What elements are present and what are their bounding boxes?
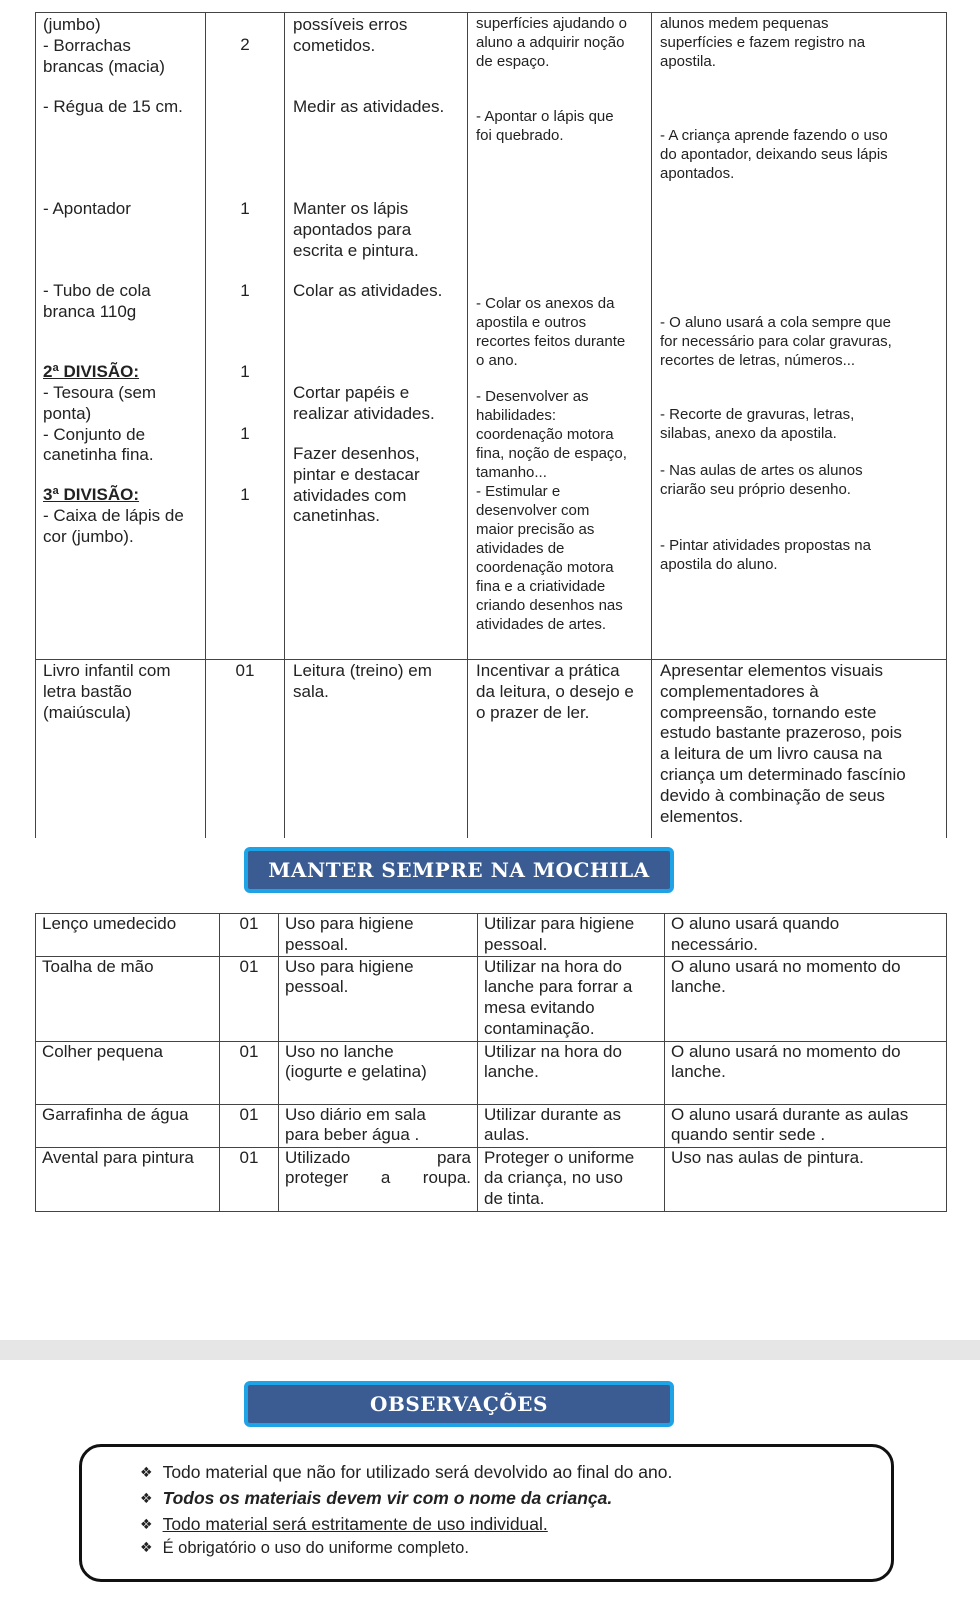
- division-heading: 2ª DIVISÃO:: [43, 362, 140, 381]
- item-name: Toalha de mão: [36, 956, 220, 1041]
- item-qty: 01: [220, 1104, 279, 1147]
- cell-observation: [652, 13, 947, 660]
- table-row: [36, 914, 947, 957]
- division-heading: 3ª DIVISÃO:: [43, 485, 140, 504]
- purpose-text: Medir as atividades.: [293, 97, 445, 116]
- section-banner-mochila: MANTER SEMPRE NA MOCHILA: [244, 847, 674, 893]
- table-row: [36, 1104, 947, 1147]
- material-text: (jumbo) - Borrachas brancas (macia): [43, 15, 165, 76]
- item-observation: Uso nas aulas de pintura.: [665, 1147, 947, 1211]
- item-qty: 01: [220, 914, 279, 957]
- observation-text: Todo material que não for utilizado será devolvido ao final do ano.: [162, 1462, 673, 1482]
- item-objective: Utilizar durante as aulas.: [478, 1104, 665, 1147]
- diamond-bullet-icon: ❖: [140, 1464, 153, 1480]
- item-observation: O aluno usará quando necessário.: [665, 914, 947, 957]
- material-text: - Tesoura (sem ponta) - Conjunto de canetinha fina.: [43, 383, 157, 465]
- observation-item: [140, 1461, 672, 1484]
- item-name: Garrafinha de água: [36, 1104, 220, 1147]
- quantity: 1: [240, 362, 250, 381]
- cell-material: [36, 660, 206, 839]
- purpose-text: possíveis erros cometidos.: [293, 15, 408, 55]
- objective-text: - Desenvolver as habilidades: coordenação motora fina, noção de espaço, tamanho... - Estimular e desenvolver com maior precisão as atividades de coordenação motora fina e a criatividade criando desenhos nas atividades de artes.: [476, 388, 627, 633]
- observation-text: alunos medem pequenas superfícies e fazem registro na apostila.: [660, 15, 866, 70]
- observation-text: Apresentar elementos visuais complementadores à compreensão, tornando este estudo bastante prazeroso, pois a leitura de um livro causa na criança um determinado fascínio devido à combinação de seus elementos.: [660, 661, 906, 826]
- cell-quantity: [206, 660, 285, 839]
- observation-text: Todo material será estritamente de uso individual.: [162, 1514, 548, 1534]
- quantity: 1: [240, 485, 250, 504]
- item-qty: 01: [220, 956, 279, 1041]
- quantity: 1: [240, 424, 250, 443]
- observation-text: - O aluno usará a cola sempre que for necessário para colar gravuras, recortes de letras, números...: [660, 314, 892, 369]
- observation-text: - Nas aulas de artes os alunos criarão seu próprio desenho.: [660, 462, 863, 498]
- cell-objective: [468, 13, 652, 660]
- materials-table: [35, 12, 947, 838]
- item-use: Uso diário em sala para beber água .: [279, 1104, 478, 1147]
- observation-text: - Recorte de gravuras, letras, silabas, anexo da apostila.: [660, 406, 855, 442]
- item-use-text: Utilizado para proteger a roupa.: [285, 1147, 471, 1188]
- item-name: Lenço umedecido: [36, 914, 220, 957]
- material-text: Livro infantil com letra bastão (maiúscula): [43, 661, 171, 722]
- item-objective: Utilizar na hora do lanche para forrar a mesa evitando contaminação.: [478, 956, 665, 1041]
- item-use: [279, 1147, 478, 1211]
- item-qty: 01: [220, 1147, 279, 1211]
- diamond-bullet-icon: ❖: [140, 1539, 153, 1555]
- item-name: Colher pequena: [36, 1041, 220, 1104]
- diamond-bullet-icon: ❖: [140, 1516, 153, 1532]
- table-row: [36, 1041, 947, 1104]
- objective-text: Incentivar a prática da leitura, o desejo e o prazer de ler.: [476, 661, 634, 722]
- cell-observation: [652, 660, 947, 839]
- purpose-text: Manter os lápis apontados para escrita e pintura.: [293, 199, 419, 260]
- backpack-table: [35, 913, 947, 1212]
- observation-item: [140, 1487, 612, 1510]
- diamond-bullet-icon: ❖: [140, 1490, 153, 1506]
- item-use: Uso para higiene pessoal.: [279, 914, 478, 957]
- observation-text: - Pintar atividades propostas na apostila do aluno.: [660, 537, 871, 573]
- purpose-text: Colar as atividades.: [293, 281, 443, 300]
- quantity: 1: [240, 199, 250, 218]
- cell-purpose: [285, 13, 468, 660]
- item-qty: 01: [220, 1041, 279, 1104]
- item-use: Uso para higiene pessoal.: [279, 956, 478, 1041]
- quantity: 01: [235, 661, 255, 680]
- objective-text: superfícies ajudando o aluno a adquirir noção de espaço.: [476, 15, 627, 70]
- observation-text: Todos os materiais devem vir com o nome da criança.: [162, 1488, 613, 1508]
- item-name: Avental para pintura: [36, 1147, 220, 1211]
- objective-text: - Colar os anexos da apostila e outros recortes feitos durante o ano.: [476, 295, 626, 369]
- cell-purpose: [285, 660, 468, 839]
- table-row: [36, 956, 947, 1041]
- item-observation: O aluno usará no momento do lanche.: [665, 956, 947, 1041]
- section-banner-observacoes: OBSERVAÇÕES: [244, 1381, 674, 1427]
- page-2: [0, 1360, 980, 1599]
- material-text: - Régua de 15 cm.: [43, 97, 183, 116]
- purpose-text: Leitura (treino) em sala.: [293, 661, 432, 701]
- objective-text: - Apontar o lápis que foi quebrado.: [476, 108, 614, 144]
- item-use: Uso no lanche (iogurte e gelatina): [279, 1041, 478, 1104]
- observation-text: É obrigatório o uso do uniforme completo.: [162, 1539, 469, 1557]
- item-objective: Utilizar na hora do lanche.: [478, 1041, 665, 1104]
- quantity: 1: [240, 281, 250, 300]
- material-text: - Apontador: [43, 199, 131, 218]
- observation-item: [140, 1537, 469, 1559]
- material-text: - Tubo de cola branca 110g: [43, 281, 151, 321]
- observation-text: - A criança aprende fazendo o uso do apontador, deixando seus lápis apontados.: [660, 127, 888, 182]
- cell-material: [36, 13, 206, 660]
- item-objective: Proteger o uniforme da criança, no uso de tinta.: [478, 1147, 665, 1211]
- table-row: [36, 13, 947, 660]
- table-row: [36, 1147, 947, 1211]
- item-observation: O aluno usará no momento do lanche.: [665, 1041, 947, 1104]
- table-row: [36, 660, 947, 839]
- purpose-text: Fazer desenhos, pintar e destacar atividades com canetinhas.: [293, 444, 420, 526]
- cell-quantity: [206, 13, 285, 660]
- purpose-text: Cortar papéis e realizar atividades.: [293, 383, 435, 423]
- item-objective: Utilizar para higiene pessoal.: [478, 914, 665, 957]
- cell-objective: [468, 660, 652, 839]
- item-observation: O aluno usará durante as aulas quando sentir sede .: [665, 1104, 947, 1147]
- quantity: 2: [240, 35, 250, 54]
- observations-box: [79, 1444, 894, 1582]
- material-text: - Caixa de lápis de cor (jumbo).: [43, 506, 184, 546]
- observation-item: [140, 1513, 548, 1536]
